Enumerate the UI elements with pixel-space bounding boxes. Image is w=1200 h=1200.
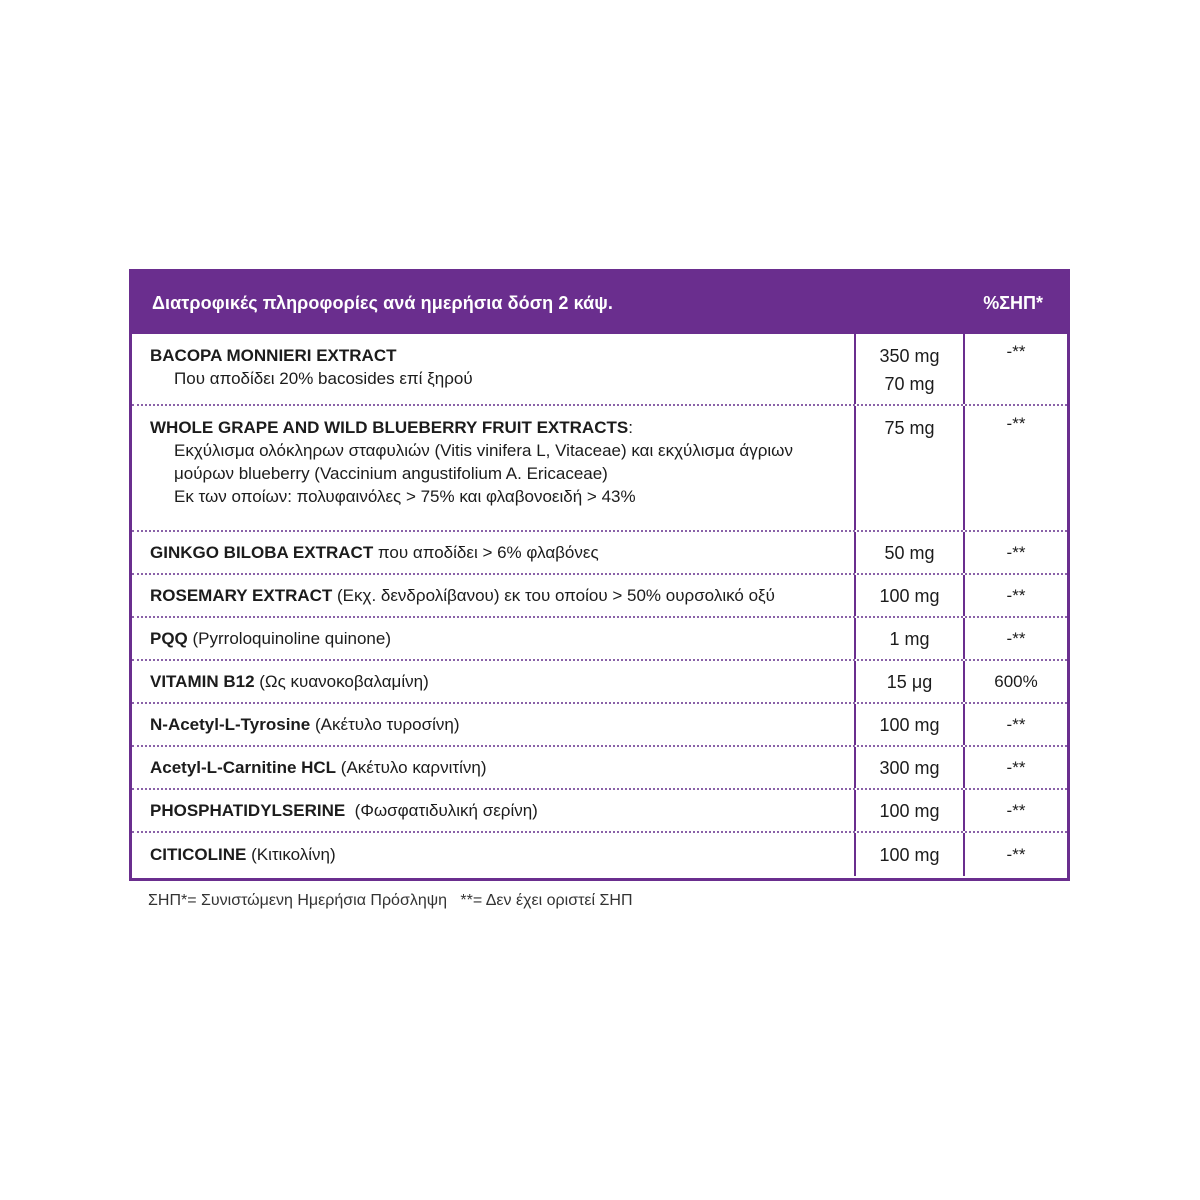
amount-cell [856,334,965,404]
ingredient-line [150,799,844,822]
amount-cell [856,532,965,573]
amount-cell [856,406,965,530]
pct-value: -** [1006,714,1026,734]
ingredient-cell [132,532,856,573]
amount-cell [856,833,965,876]
pct-value: -** [1006,342,1026,361]
ingredient-cell [132,704,856,745]
ingredient-subline: Εκχύλισμα ολόκληρων σταφυλιών (Vitis vinifera L, Vitaceae) και εκχύλισμα άγριων [174,441,793,460]
ingredient-cell [132,618,856,659]
amount-value: 70 mg [884,374,935,394]
pct-cell [965,704,1067,745]
pct-value: -** [1006,844,1026,864]
ingredient-line [150,584,844,607]
ingredient-name: WHOLE GRAPE AND WILD BLUEBERRY FRUIT EXTRACTS [150,418,629,437]
ingredient-cell [132,790,856,831]
amount-cell [856,704,965,745]
ingredient-description: (Ως κυανοκοβαλαμίνη) [254,672,429,691]
ingredient-name: GINKGO BILOBA EXTRACT [150,543,374,562]
ingredient-subline: Εκ των οποίων: πολυφαινόλες > 75% και φλαβονοειδή > 43% [174,487,636,506]
amount-cell [856,618,965,659]
ingredient-description: (Εκχ. δενδρολίβανου) εκ του οποίου > 50% ουρσολικό οξύ [332,586,775,605]
pct-cell [965,790,1067,831]
ingredient-description: (Κιτικολίνη) [246,845,336,864]
ingredient-description: (Ακέτυλο τυροσίνη) [310,715,460,734]
ingredient-description: (Φωσφατιδυλική σερίνη) [345,801,538,820]
amount-value: 300 mg [879,757,940,778]
amount-cell [856,661,965,702]
pct-cell [965,406,1067,530]
ingredient-name: PQQ [150,629,188,648]
ingredient-description: (Ακέτυλο καρνιτίνη) [336,758,487,777]
ingredient-subline: μούρων blueberry (Vaccinium angustifolium A. Ericaceae) [174,464,608,483]
amount-cell [856,575,965,616]
table-row [132,618,1067,661]
pct-value: -** [1006,585,1026,605]
ingredient-line [150,541,844,564]
ingredient-cell [132,575,856,616]
pct-cell [965,833,1067,876]
ingredient-line [150,627,844,650]
table-row [132,532,1067,575]
pct-cell [965,747,1067,788]
table-row [132,704,1067,747]
ingredient-cell [132,833,856,876]
ingredient-name: VITAMIN B12 [150,672,255,691]
pct-value: -** [1006,757,1026,777]
ingredient-cell [132,334,856,404]
ingredient-line [150,713,844,736]
amount-value: 1 mg [889,628,930,649]
ingredient-line [150,843,844,866]
amount-cell [856,790,965,831]
amount-value: 15 μg [886,671,933,692]
amount-value: 100 mg [879,800,940,821]
pct-cell [965,334,1067,404]
ingredient-line [150,416,844,439]
footnote: ΣΗΠ*= Συνιστώμενη Ημερήσια Πρόσληψη **= Δεν έχει οριστεί ΣΗΠ [148,892,633,909]
table-row [132,661,1067,704]
amount-value: 50 mg [884,542,935,563]
pct-value: 600% [994,671,1038,691]
amount-cell [856,747,965,788]
ingredient-name: ROSEMARY EXTRACT [150,586,333,605]
ingredient-description: : [628,418,633,437]
pct-value: -** [1006,800,1026,820]
table-row [132,790,1067,833]
ingredient-name: N-Acetyl-L-Tyrosine [150,715,311,734]
ingredient-subline: Που αποδίδει 20% bacosides επί ξηρού [174,369,473,388]
table-row [132,406,1067,532]
ingredient-line [150,670,844,693]
table-header [132,272,1067,334]
amount-value: 75 mg [884,418,935,438]
pct-cell [965,618,1067,659]
pct-cell [965,575,1067,616]
ingredient-description: που αποδίδει > 6% φλαβόνες [373,543,599,562]
amount-value: 350 mg [879,346,940,366]
ingredient-cell [132,661,856,702]
table-body [132,334,1067,876]
ingredient-cell [132,406,856,530]
pct-cell [965,532,1067,573]
ingredient-name: CITICOLINE [150,845,247,864]
header-title: Διατροφικές πληροφορίες ανά ημερήσια δόση 2 κάψ. [152,292,614,313]
pct-cell [965,661,1067,702]
table-row [132,334,1067,406]
amount-value: 100 mg [879,844,940,865]
ingredient-name: BACOPA MONNIERI EXTRACT [150,346,397,365]
nutrition-table [129,269,1070,881]
pct-value: -** [1006,628,1026,648]
ingredient-cell [132,747,856,788]
ingredient-name: Acetyl-L-Carnitine HCL [150,758,337,777]
ingredient-line [150,344,844,367]
table-row [132,575,1067,618]
table-row [132,747,1067,790]
amount-value: 100 mg [879,585,940,606]
ingredient-description: (Pyrroloquinoline quinone) [187,629,391,648]
amount-value: 100 mg [879,714,940,735]
ingredient-name: PHOSPHATIDYLSERINE [150,801,346,820]
header-pct-label: %ΣΗΠ* [983,292,1043,313]
pct-value: -** [1006,542,1026,562]
table-row [132,833,1067,876]
ingredient-line [150,756,844,779]
pct-value: -** [1006,414,1026,433]
